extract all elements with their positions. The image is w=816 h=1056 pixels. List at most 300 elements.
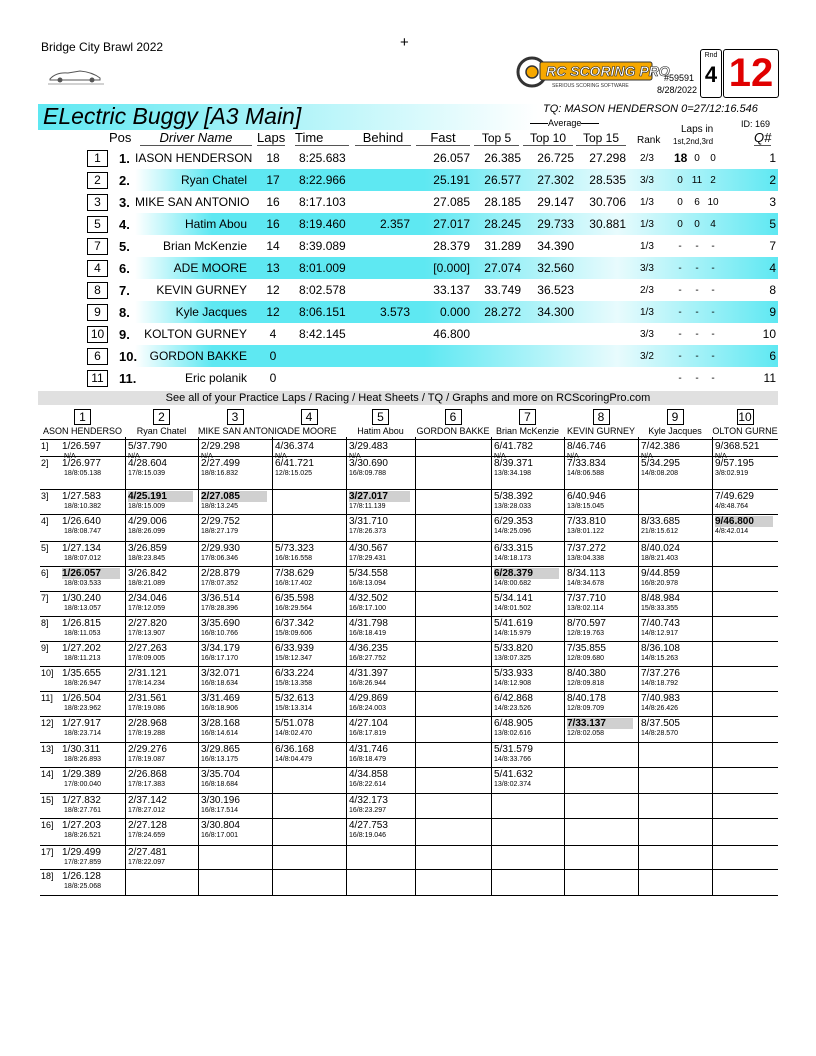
result-l1: - [678,263,682,274]
lap-cell [494,643,561,663]
lap-number: 10] [41,668,54,678]
lap-time: 3/26.842 [128,568,167,579]
lap-running-total: 14/8:12.908 [494,680,531,687]
lap-time: 6/36.168 [275,744,314,755]
car-number-box: 10 [87,326,108,343]
lap-cell [128,668,195,688]
lap-column-driver: Brian McKenzie [495,426,560,436]
lap-running-total: 17/8:13.907 [128,630,165,637]
lap-cell [349,795,412,815]
lap-time: 3/30.690 [349,458,388,469]
lap-running-total: 17/8:17.383 [128,781,165,788]
lap-time: 7/37.276 [641,668,680,679]
result-behind: 2.357 [379,217,410,231]
lap-column-header [40,409,125,436]
round-number: 4 [704,62,718,87]
lap-time: 1/26.977 [62,458,101,469]
result-l3: 4 [710,219,716,230]
lap-column-driver: ASON HENDERSO [42,426,122,436]
lap-running-total: 18/8:27.179 [201,528,238,535]
lap-running-total: 18/8:13.057 [64,605,101,612]
lap-running-total: 17/8:19.086 [128,705,165,712]
result-top10: 29.733 [537,217,574,231]
lap-time: 2/26.868 [128,769,167,780]
lap-cell [275,568,343,588]
result-time: 8:01.009 [299,261,346,275]
lap-cell [62,744,122,764]
lap-running-total: 13/8:28.033 [494,503,531,510]
lap-cell [494,744,561,764]
result-rank: 3/2 [640,351,654,362]
result-row [0,213,816,235]
result-laps: 16 [266,217,280,231]
lap-time: 7/42.386 [641,441,680,452]
lap-cell [349,718,412,738]
lap-running-total: 13/8:34.198 [494,470,531,477]
lap-column-number: 9 [667,409,684,425]
round-label: Rnd [704,52,718,59]
lap-time: 4/32.502 [349,593,388,604]
lap-cell [349,516,412,536]
lap-time: 3/34.179 [201,643,240,654]
lap-cell [128,491,195,511]
lap-grid-divider [125,437,126,895]
lap-time: 5/41.632 [494,769,533,780]
lap-time: 8/39.371 [494,458,533,469]
lap-time: 2/37.142 [128,795,167,806]
lap-grid-line [40,895,778,896]
result-name: KEVIN GURNEY [156,283,247,297]
lap-time: 2/28.879 [201,568,240,579]
lap-cell [641,568,709,588]
lap-time: 1/27.832 [62,795,101,806]
lap-cell [275,643,343,663]
result-l3: - [711,285,715,296]
lap-cell [201,458,269,478]
lap-time: 8/33.685 [641,516,680,527]
lap-time: 7/49.629 [715,491,754,502]
top5-header: Top 5 [474,131,519,146]
car-number-box: 2 [87,172,108,189]
lap-number: 11] [41,693,53,703]
result-time: 8:39.089 [299,239,346,253]
result-l1: 18 [674,151,688,165]
lap-number: 18] [41,871,54,881]
lap-cell [62,593,122,613]
lap-running-total: N/A [494,453,506,460]
lap-number: 9] [41,643,49,653]
lap-grid-line [40,845,778,846]
lap-time: 1/26.640 [62,516,101,527]
lap-running-total: 14/8:08.208 [641,470,678,477]
lap-running-total: 14/8:23.526 [494,705,531,712]
lap-cell [62,618,122,638]
lap-running-total: 4/8:48.764 [715,503,749,510]
lap-running-total: 17/8:24.659 [128,832,165,839]
lap-cell [567,643,635,663]
lap-running-total: 13/8:15.045 [567,503,604,510]
crosshair-mark: + [400,34,409,51]
lap-running-total: 13/8:02.374 [494,781,531,788]
result-q: 6 [769,349,776,363]
result-time: 8:19.460 [299,217,346,231]
lap-time: 3/30.804 [201,820,240,831]
lap-cell [201,718,269,738]
lap-running-total: 17/8:27.859 [64,859,101,866]
result-name: MIKE SAN ANTONIO [135,195,250,209]
lap-cell [201,618,269,638]
lap-time: 1/26.057 [62,568,120,579]
lap-time: 7/35.855 [567,643,606,654]
result-name: Eric polanik [184,371,247,385]
lap-running-total: 17/8:00.040 [64,781,101,788]
lap-time: 3/36.514 [201,593,240,604]
result-name: Brian McKenzie [162,239,247,253]
lap-time: 3/35.690 [201,618,240,629]
lap-time: 4/31.397 [349,668,388,679]
lap-number: 15] [41,795,54,805]
lap-cell [567,458,635,478]
lap-running-total: 12/8:19.763 [567,630,604,637]
result-pos: 6. [119,261,130,276]
result-top5: 33.749 [484,283,521,297]
lap-time: 5/32.613 [275,693,314,704]
lap-cell [62,769,122,789]
lap-time: 8/34.113 [567,568,606,579]
result-row [0,279,816,301]
result-top5: 28.185 [484,195,521,209]
lap-time: 3/28.168 [201,718,240,729]
lap-running-total: 17/8:12.059 [128,605,165,612]
lap-cell [715,516,775,536]
car-number-box: 4 [87,260,108,277]
lap-running-total: 14/8:00.682 [494,580,531,587]
lap-running-total: 16/8:14.614 [201,730,238,737]
result-row [0,301,816,323]
lap-time: 1/26.504 [62,693,101,704]
rank-header: Rank [637,135,661,146]
lap-running-total: 4/8:42.014 [715,528,749,535]
result-l3: 10 [707,197,719,208]
lap-time: 4/31.746 [349,744,388,755]
result-rank: 1/3 [640,197,654,208]
lap-running-total: 16/8:17.100 [349,605,386,612]
lap-cell [128,795,195,815]
lap-running-total: 18/8:21.089 [128,580,165,587]
lap-grid-line [40,716,778,717]
lap-grid-line [40,767,778,768]
car-number-box: 7 [87,238,108,255]
lap-cell [275,668,343,688]
lap-cell [62,668,122,688]
lap-running-total: 18/8:16.832 [201,470,238,477]
lap-running-total: 17/8:09.005 [128,655,165,662]
lap-time: 2/29.298 [201,441,240,452]
lap-cell [349,744,412,764]
lap-grid-line [40,591,778,592]
lap-time: 1/27.202 [62,643,101,654]
result-time: 8:22.966 [299,173,346,187]
event-title: Bridge City Brawl 2022 [41,40,164,54]
result-row [0,367,816,389]
result-top10: 32.560 [537,261,574,275]
lap-time: 2/34.046 [128,593,167,604]
lap-time: 3/27.017 [349,491,410,502]
lap-cell [128,543,195,563]
lap-cell [201,744,269,764]
result-time: 8:42.145 [299,327,346,341]
result-fast: 25.191 [433,173,470,187]
lap-running-total: N/A [567,453,579,460]
result-top10: 26.725 [537,151,574,165]
lap-cell [128,820,195,840]
result-top5: 26.577 [484,173,521,187]
result-pos: 10. [119,349,138,364]
lap-cell [201,769,269,789]
lap-time: 8/40.024 [641,543,680,554]
lap-running-total: 18/8:11.053 [64,630,101,637]
lap-cell [567,568,635,588]
lap-running-total: 17/8:06.346 [201,555,238,562]
lap-cell [201,516,269,536]
lap-running-total: 18/8:23.962 [64,705,101,712]
lap-time: 5/37.790 [128,441,167,452]
lap-running-total: 16/8:18.906 [201,705,238,712]
lap-running-total: 16/8:17.402 [275,580,312,587]
lap-running-total: 17/8:14.234 [128,680,165,687]
lap-cell [62,847,122,867]
result-l2: - [695,351,699,362]
lap-time: 6/40.946 [567,491,606,502]
result-l2: 0 [694,153,700,164]
result-row [0,257,816,279]
lap-time: 3/30.196 [201,795,240,806]
lap-running-total: 16/8:17.819 [349,730,386,737]
lap-number: 3] [41,491,49,501]
lap-cell [494,491,561,511]
lap-column-driver: KEVIN GURNEY [566,426,635,436]
lap-running-total: 16/8:27.752 [349,655,386,662]
lap-cell [128,568,195,588]
lap-cell [641,668,709,688]
lap-cell [128,718,195,738]
lap-time: 1/29.389 [62,769,101,780]
result-l1: 0 [677,197,683,208]
result-fast: 33.137 [433,283,470,297]
laps-in-sub: 1st,2nd,3rd [673,137,714,146]
result-pos: 1. [119,151,130,166]
result-q: 11 [763,371,776,385]
lap-time: 3/35.704 [201,769,240,780]
result-top10: 36.523 [537,283,574,297]
lap-running-total: 12/8:15.025 [275,470,312,477]
result-q: 1 [769,151,776,165]
lap-time: 5/33.933 [494,668,533,679]
lap-number: 2] [41,458,49,468]
result-top10: 27.302 [537,173,574,187]
lap-number: 4] [41,516,49,526]
lap-running-total: 18/8:26.521 [64,832,101,839]
lap-time: 8/70.597 [567,618,606,629]
race-number: 12 [723,49,779,98]
lap-grid-line [40,616,778,617]
result-name: Ryan Chatel [180,173,247,187]
lap-running-total: 18/8:26.947 [64,680,101,687]
lap-running-total: 18/8:11.213 [64,655,101,662]
result-top10: 34.300 [537,305,574,319]
result-laps: 13 [266,261,280,275]
result-l2: - [695,373,699,384]
result-pos: 4. [119,217,130,232]
lap-running-total: N/A [275,453,287,460]
lap-cell [349,568,412,588]
lap-time: 7/33.810 [567,516,606,527]
lap-cell [349,491,412,511]
result-l3: - [711,373,715,384]
behind-header: Behind [355,130,411,146]
lap-cell [641,593,709,613]
lap-time: 8/48.984 [641,593,680,604]
laps-header: Laps [257,130,286,145]
lap-running-total: 18/8:26.099 [128,528,165,535]
lap-grid-line [40,489,778,490]
lap-grid-divider [638,437,639,895]
result-pos: 9. [119,327,130,342]
lap-running-total: 12/8:09.680 [567,655,604,662]
lap-grid-divider [415,437,416,895]
lap-running-total: 14/8:04.479 [275,756,312,763]
lap-time: 7/38.629 [275,568,314,579]
lap-running-total: 16/8:18.479 [349,756,386,763]
lap-cell [275,593,343,613]
lap-time: 2/27.263 [128,643,167,654]
lap-running-total: 14/8:01.502 [494,605,531,612]
result-rank: 3/3 [640,263,654,274]
result-rank: 1/3 [640,307,654,318]
lap-cell [494,458,561,478]
lap-time: 4/27.104 [349,718,388,729]
lap-cell [641,543,709,563]
lap-running-total: 17/8:19.087 [128,756,165,763]
lap-running-total: N/A [201,453,213,460]
result-laps: 0 [269,371,277,385]
lap-running-total: 17/8:27.012 [128,807,165,814]
lap-time: 4/27.753 [349,820,388,831]
lap-running-total: 18/8:10.382 [64,503,101,510]
lap-running-total: 21/8:15.612 [641,528,678,535]
lap-time: 6/37.342 [275,618,314,629]
lap-grid-line [40,541,778,542]
lap-running-total: 17/8:28.396 [201,605,238,612]
lap-time: 5/38.392 [494,491,533,502]
lap-cell [201,568,269,588]
lap-time: 8/46.746 [567,441,606,452]
result-l3: - [711,263,715,274]
lap-cell [275,693,343,713]
lap-cell [494,668,561,688]
lap-grid-divider [272,437,273,895]
lap-cell [128,847,195,867]
lap-grid-line [40,818,778,819]
lap-running-total: 18/8:07.012 [64,555,101,562]
result-l1: 0 [677,175,683,186]
logo-id: #59591 [664,73,695,83]
result-l3: 0 [710,153,716,164]
lap-time: 5/51.078 [275,718,314,729]
rc-scoring-pro-logo [516,55,670,90]
lap-running-total: 14/8:02.470 [275,730,312,737]
lap-time: 1/26.128 [62,871,101,882]
lap-running-total: 18/8:13.245 [201,503,238,510]
lap-time: 5/73.323 [275,543,314,554]
lap-running-total: 13/8:02.616 [494,730,531,737]
lap-time: 6/33.939 [275,643,314,654]
lap-grid-line [40,793,778,794]
result-name: ADE MOORE [173,261,247,275]
lap-running-total: 13/8:02.114 [567,605,604,612]
lap-time: 3/26.859 [128,543,167,554]
lap-cell [128,516,195,536]
result-fast: 27.017 [433,217,470,231]
lap-time: 4/32.173 [349,795,388,806]
lap-running-total: 18/8:05.138 [64,470,101,477]
lap-time: 2/27.481 [128,847,167,858]
lap-cell [567,516,635,536]
lap-running-total: 12/8:02.058 [567,730,604,737]
lap-running-total: 15/8:13.358 [275,680,312,687]
lap-column-header [564,409,638,436]
lap-cell [494,618,561,638]
lap-grid-line [40,514,778,515]
result-l1: - [678,241,682,252]
lap-cell [494,718,561,738]
lap-time: 1/27.917 [62,718,101,729]
lap-time: 1/30.240 [62,593,101,604]
lap-time: 7/40.743 [641,618,680,629]
lap-running-total: 15/8:13.314 [275,705,312,712]
result-top15: 30.706 [589,195,626,209]
result-l3: - [711,351,715,362]
lap-running-total: 14/8:34.678 [567,580,604,587]
result-l3: 2 [710,175,716,186]
lap-time: 6/33.315 [494,543,533,554]
result-pos: 11. [119,371,137,386]
lap-running-total: 12/8:09.818 [567,680,604,687]
lap-running-total: 14/8:26.426 [641,705,678,712]
lap-column-header [198,409,284,436]
lap-running-total: 14/8:15.979 [494,630,531,637]
lap-cell [494,568,561,588]
lap-time: 2/27.820 [128,618,167,629]
result-top10: 29.147 [537,195,574,209]
lap-number: 12] [41,718,54,728]
lap-cell [275,458,343,478]
result-time: 8:02.578 [299,283,346,297]
tq-line: TQ: MASON HENDERSON 0=27/12:16.546 [543,103,758,115]
result-top15: 30.881 [589,217,626,231]
lap-column-driver: GORDON BAKKE [416,426,490,436]
lap-time: 4/31.798 [349,618,388,629]
lap-cell [128,618,195,638]
result-rank: 2/3 [640,153,654,164]
lap-grid-divider [198,437,199,895]
lap-time: 3/31.469 [201,693,240,704]
result-row [0,191,816,213]
lap-cell [349,543,412,563]
result-q: 7 [769,239,776,253]
result-q: 3 [769,195,776,209]
lap-running-total: N/A [128,453,140,460]
